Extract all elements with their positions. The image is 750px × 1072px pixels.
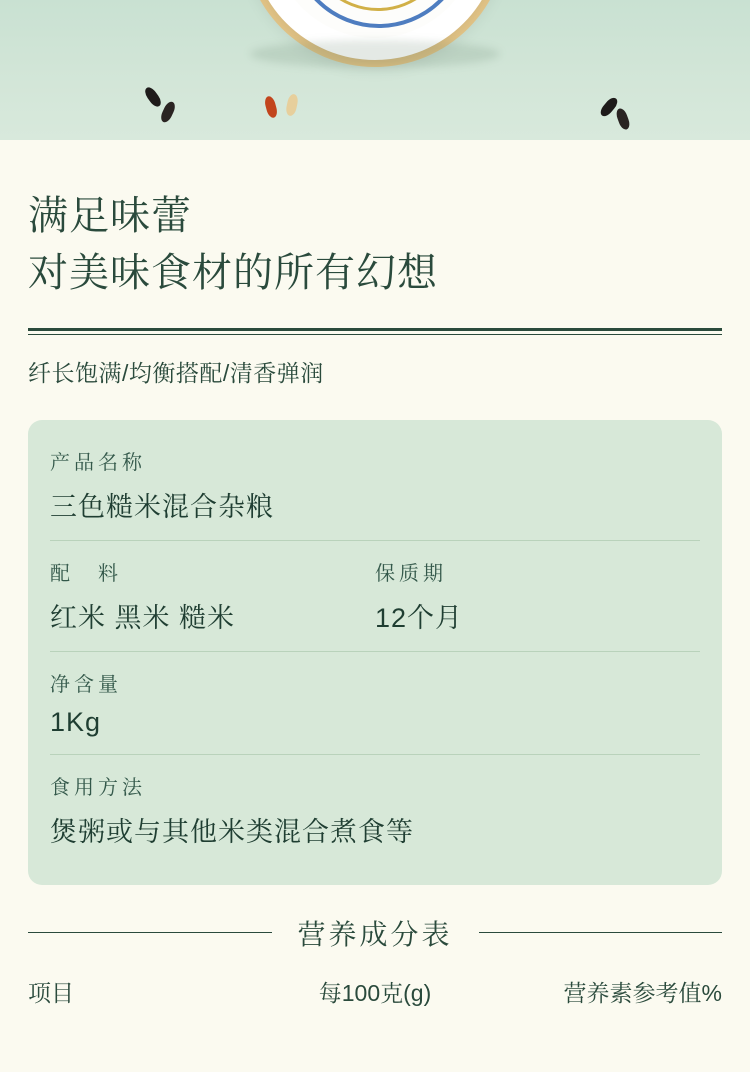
spec-label-shelf-life: 保质期 xyxy=(375,562,447,585)
bowl-shadow xyxy=(250,40,500,68)
spec-label-usage: 食用方法 xyxy=(50,776,146,799)
nutrition-table-header xyxy=(28,975,722,1008)
product-spec-card xyxy=(28,420,722,885)
headline-line-2: 对美味食材的所有幻想 xyxy=(28,250,438,295)
spec-value-ingredients: 红米 黑米 糙米 xyxy=(50,602,236,633)
spec-label-product-name: 产品名称 xyxy=(50,451,146,474)
spec-label-net-weight: 净含量 xyxy=(50,673,122,696)
spec-shelf-life xyxy=(375,557,700,651)
spec-value-usage: 煲粥或与其他米类混合煮食等 xyxy=(50,816,414,847)
nutrition-rule-right xyxy=(479,932,723,933)
spec-divider xyxy=(50,540,700,541)
nutrition-header-item: 项目 xyxy=(28,979,74,1006)
nutrition-heading xyxy=(28,913,722,953)
spec-divider xyxy=(50,754,700,755)
spec-value-product-name: 三色糙米混合杂粮 xyxy=(50,491,274,522)
hero-image xyxy=(0,0,750,140)
spec-divider xyxy=(50,651,700,652)
spec-value-shelf-life: 12个月 xyxy=(375,602,464,633)
nutrition-header-nrv: 营养素参考值% xyxy=(563,979,722,1006)
spec-row-ingredients-shelflife xyxy=(50,557,700,651)
spec-value-net-weight: 1Kg xyxy=(50,706,102,737)
divider-thick xyxy=(28,328,722,331)
headline-line-1: 满足味蕾 xyxy=(28,194,192,238)
spec-usage xyxy=(50,771,700,849)
spec-product-name xyxy=(50,446,700,524)
spec-label-ingredients: 配 料 xyxy=(50,562,122,585)
nutrition-title: 营养成分表 xyxy=(297,918,453,950)
divider-thin xyxy=(28,334,722,335)
nutrition-header-per100g: 每100克(g) xyxy=(318,979,432,1006)
page-title xyxy=(28,188,750,302)
spec-net-weight xyxy=(50,668,700,738)
nutrition-rule-left xyxy=(28,932,272,933)
spec-ingredients xyxy=(50,557,375,651)
subtitle: 纤长饱满/均衡搭配/清香弹润 xyxy=(28,359,324,386)
